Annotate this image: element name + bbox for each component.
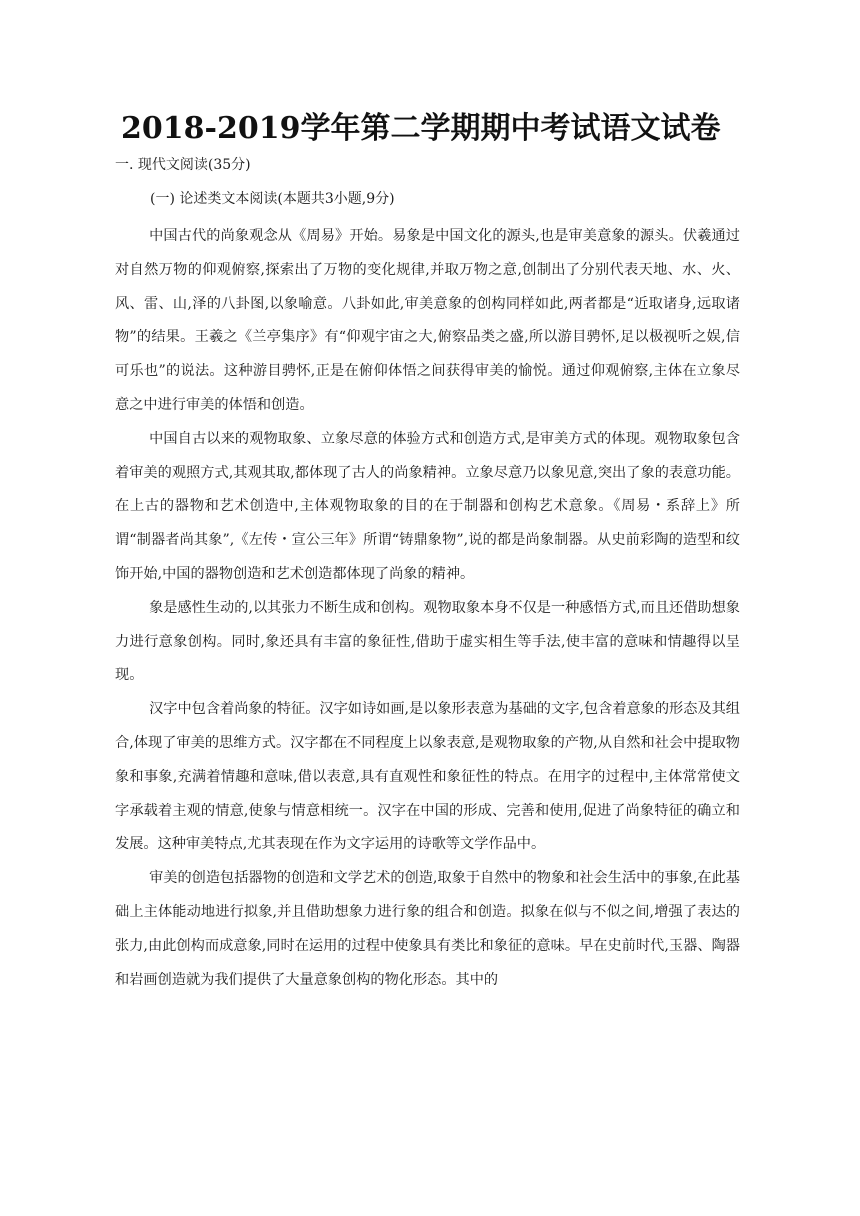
passage-paragraph: 象是感性生动的,以其张力不断生成和创构。观物取象本身不仅是一种感悟方式,而且还借助想象力进行意象创构。同时,象还具有丰富的象征性,借助于虚实相生等手法,使丰富的意味和情趣得以呈现。 [115,599,740,684]
reading-passage [115,220,740,997]
passage-paragraph: 中国古代的尚象观念从《周易》开始。易象是中国文化的源头,也是审美意象的源头。伏羲通过对自然万物的仰观俯察,探索出了万物的变化规律,并取万物之意,创制出了分别代表天地、水、火、风、雷、山,泽的八卦图,以象喻意。八卦如此,审美意象的创构同样如此,两者都是“近取诸身,远取诸物”的结果。王羲之《兰亭集序》有“仰观宇宙之大,俯察品类之盛,所以游目骋怀,足以极视听之娱,信可乐也”的说法。这种游目骋怀,正是在俯仰体悟之间获得审美的愉悦。通过仰观俯察,主体在立象尽意之中进行审美的体悟和创造。 [115,228,740,413]
subsection-heading: (一) 论述类文本阅读(本题共3小题,9分) [150,191,395,207]
section-heading: 一. 现代文阅读(35分) [115,157,251,173]
passage-paragraph: 审美的创造包括器物的创造和文学艺术的创造,取象于自然中的物象和社会生活中的事象,在此基础上主体能动地进行拟象,并且借助想象力进行象的组合和创造。拟象在似与不似之间,增强了表达的张力,由此创构而成意象,同时在运用的过程中使象具有类比和象征的意味。早在史前时代,玉器、陶器和岩画创造就为我们提供了大量意象创构的物化形态。其中的 [115,870,740,988]
passage-paragraph: 汉字中包含着尚象的特征。汉字如诗如画,是以象形表意为基础的文字,包含着意象的形态及其组合,体现了审美的思维方式。汉字都在不同程度上以象表意,是观物取象的产物,从自然和社会中提取物象和事象,充满着情趣和意味,借以表意,具有直观性和象征性的特点。在用字的过程中,主体常常使文字承载着主观的情意,使象与情意相统一。汉字在中国的形成、完善和使用,促进了尚象特征的确立和发展。这种审美特点,尤其表现在作为文字运用的诗歌等文学作品中。 [115,701,740,853]
page-title: 2018-2019学年第二学期期中考试语文试卷 [121,111,721,146]
passage-paragraph: 中国自古以来的观物取象、立象尽意的体验方式和创造方式,是审美方式的体现。观物取象包含着审美的观照方式,其观其取,都体现了古人的尚象精神。立象尽意乃以象见意,突出了象的表意功能。在上古的器物和艺术创造中,主体观物取象的目的在于制器和创构艺术意象。《周易・系辞上》所谓“制器者尚其象”,《左传・宣公三年》所谓“铸鼎象物”,说的都是尚象制器。从史前彩陶的造型和纹饰开始,中国的器物创造和艺术创造都体现了尚象的精神。 [115,430,740,582]
